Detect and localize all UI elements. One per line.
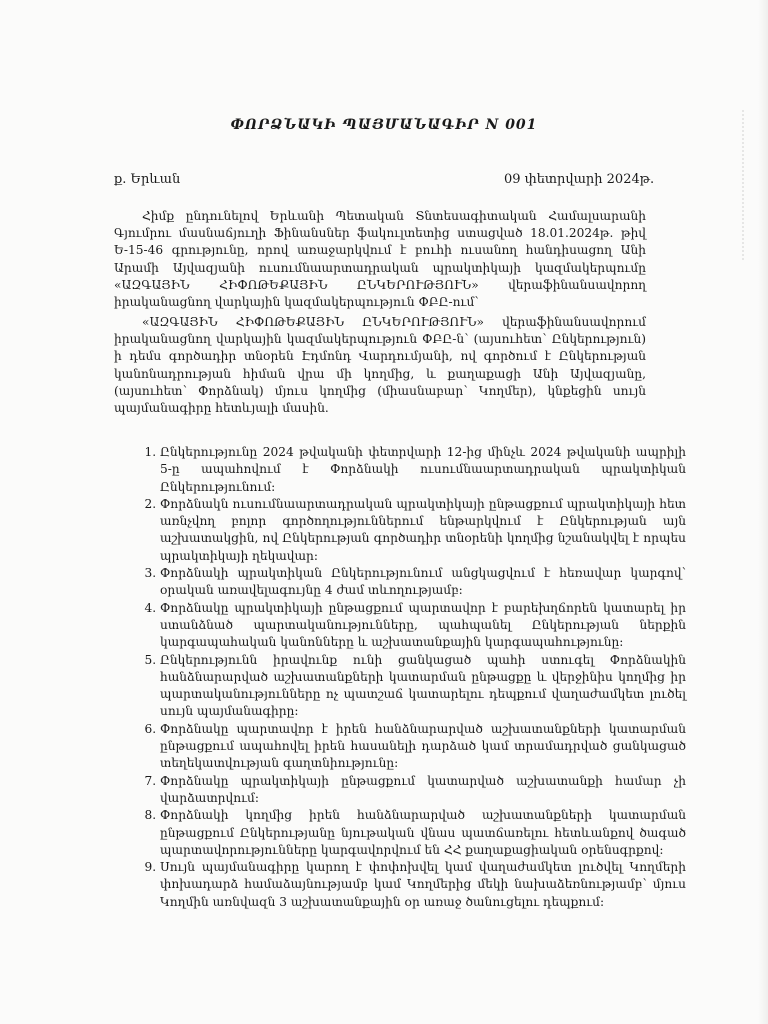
scan-edge-shadow (758, 0, 768, 1024)
preamble-paragraph: Հիմք ընդունելով Երևանի Պետական Տնտեսագիտական Համալսարանի Գյումրու մասնաճյուղի Ֆինանսներ ֆակուլտետից ստացված 18.01.2024թ. թիվ Ե-15-46 գրությունը, որով առաջարկվում է բուհի ուսանող հանդիսացող Անի Արամի Այվազյանի ուսումնաարտադրական պրակտիկայի կազմակերպումը «ԱԶԳԱՅԻՆ ՀԻՓՈԹԵՔԱՅԻՆ ԸՆԿԵՐՈՒԹՅՈՒՆ» վերաֆինանսավորող իրականացնող վարկային կազմակերպություն ՓԲԸ-ում` (114, 209, 646, 310)
list-item: 5. Ընկերությունն իրավունք ունի ցանկացած պահի ստուգել Փորձնակին հանձնարարված աշխատանքների կատարման ընթացքը և վերջինիս կողմից իր պարտականությունները ոչ պատշաճ կատարելու դեպքում վաղաժամկետ լուծել սույն պայմանագիրը: (160, 652, 686, 721)
list-item: 7. Փորձնակը պրակտիկայի ընթացքում կատարված աշխատանքի համար չի վարձատրվում: (160, 773, 686, 808)
list-item: 3. Փորձնակի պրակտիկան Ընկերությունում անցկացվում է հեռավար կարգով՝ օրական առավելագույնը 4 ժամ տևողությամբ: (160, 565, 686, 600)
place-of-signing: ք. Երևան (114, 172, 181, 187)
list-item: 4. Փորձնակը պրակտիկայի ընթացքում պարտավոր է բարեխղճորեն կատարել իր ստանձնած պարտականությունները, պահպանել Ընկերության ներքին կարգապահական կանոնները և աշխատանքային կարգապահությունը: (160, 600, 686, 652)
contract-date: 09 փետրվարի 2024թ. (504, 172, 655, 187)
list-item: 1. Ընկերությունը 2024 թվականի փետրվարի 12-ից մինչև 2024 թվականի ապրիլի 5-ը ապահովում է Փորձնակի ուսումնաարտադրական պրակտիկան Ընկերությունում: (160, 444, 686, 496)
list-item: 8. Փորձնակի կողմից իրեն հանձնարարված աշխատանքների կատարման ընթացքում Ընկերությանը նյութական վնաս պատճառելու հետևանքով ծագած պարտավորությունները կարգավորվում են ՀՀ քաղաքացիական օրենսգրքով: (160, 807, 686, 859)
parties-paragraph: «ԱԶԳԱՅԻՆ ՀԻՓՈԹԵՔԱՅԻՆ ԸՆԿԵՐՈՒԹՅՈՒՆ» վերաֆինանսավորում իրականացնող վարկային կազմակերպություն ՓԲԸ-ն՝ (այսուհետ՝ Ընկերություն) ի դեմս գործադիր տնօրեն Էդմոնդ Վարդումյանի, ով գործում է Ընկերության կանոնադրության հիման վրա մի կողմից, և քաղաքացի Անի Այվազյանը, (այսուհետ՝ Փորձնակ) մյուս կողմից (միասնաբար՝ Կողմեր), կնքեցին սույն պայմանագիրը հետևյալի մասին. (114, 315, 646, 416)
list-item: 9. Սույն պայմանագիրը կարող է փոփոխվել կամ վաղաժամկետ լուծվել Կողմերի փոխադարձ համաձայնությամբ կամ Կողմերից մեկի նախաձեռնությամբ՝ մյուս Կողմին առնվազն 3 աշխատանքային օր առաջ ծանուցելու դեպքում: (160, 859, 686, 911)
scan-bleed-mark (742, 110, 754, 260)
list-item: 2. Փորձնակն ուսումնաարտադրական պրակտիկայի ընթացքում պրակտիկայի հետ առնչվող բոլոր գործողություններում ենթարկվում է Ընկերության այն աշխատակցին, ով Ընկերության գործադիր տնօրենի կողմից նշանակվել է որպես պրակտիկայի ղեկավար: (160, 496, 686, 565)
contract-terms-list (120, 444, 686, 911)
list-item: 6. Փորձնակը պարտավոր է իրեն հանձնարարված աշխատանքների կատարման ընթացքում ապահովել իրեն հասանելի դարձած կամ տրամադրված ցանկացած տեղեկատվության գաղտնիությունը: (160, 721, 686, 773)
document-title: ՓՈՐՁՆԱԿԻ ՊԱՅՄԱՆԱԳԻՐ N 001 (230, 117, 538, 133)
